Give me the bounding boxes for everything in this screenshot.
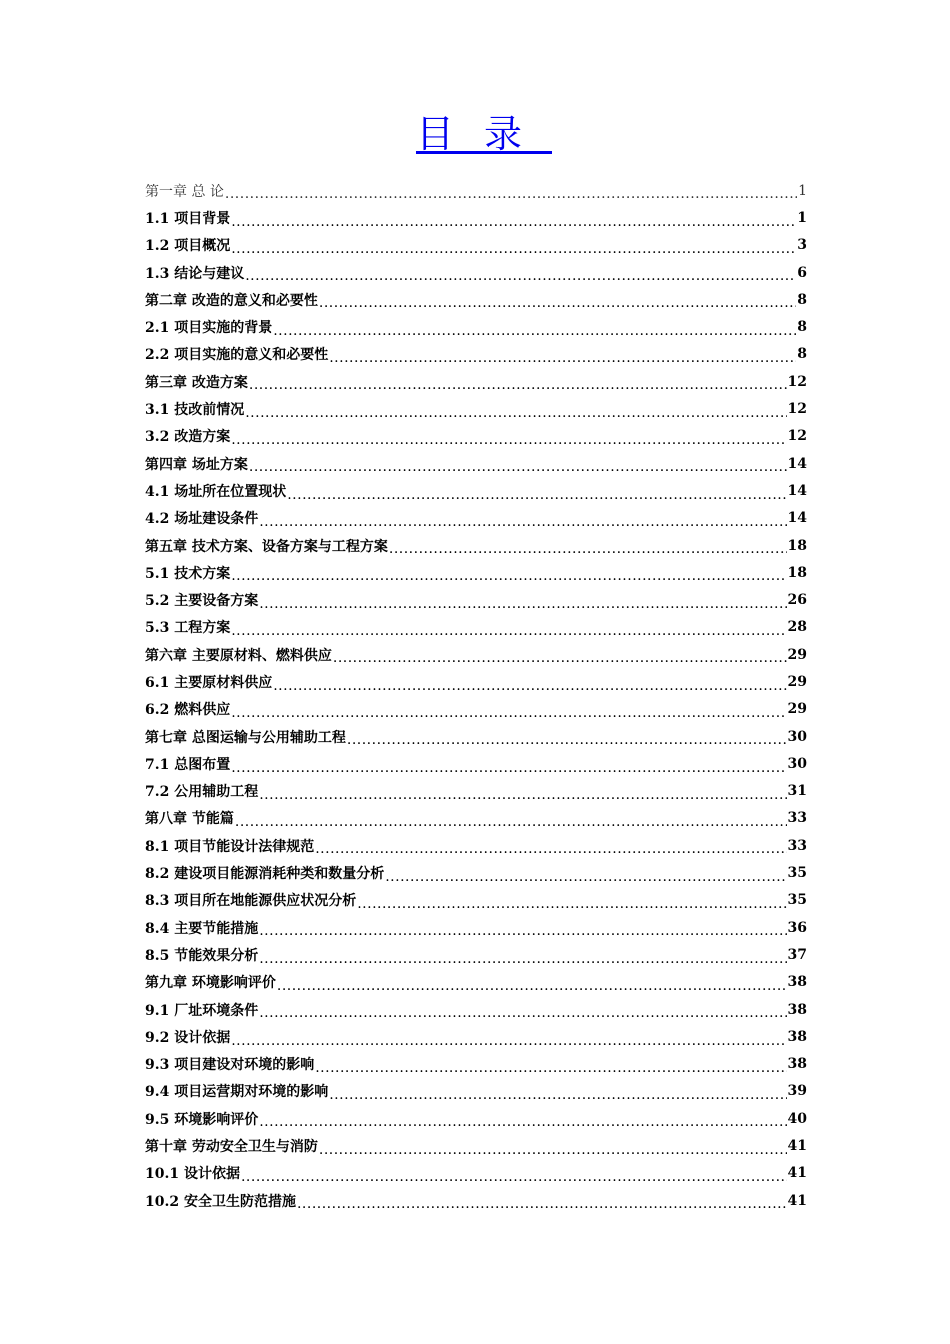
toc-entry[interactable] (145, 368, 807, 395)
toc-entry-page[interactable]: 1 (797, 209, 807, 226)
toc-dot-leader (319, 1142, 787, 1160)
toc-entry-label[interactable]: 5.2 主要设备方案 (145, 593, 259, 610)
toc-entry-label[interactable]: 2.1 项目实施的背景 (145, 320, 273, 337)
toc-dot-leader (231, 705, 786, 723)
toc-entry-page[interactable]: 33 (787, 837, 807, 854)
toc-dot-leader (231, 623, 786, 641)
toc-entry-label[interactable]: 9.3 项目建设对环境的影响 (145, 1057, 315, 1074)
toc-dot-leader (259, 514, 786, 532)
toc-dot-leader (259, 923, 786, 941)
toc-entry[interactable] (145, 505, 807, 532)
toc-dot-leader (259, 787, 786, 805)
toc-entry-label[interactable]: 第十章 劳动安全卫生与消防 (145, 1139, 318, 1156)
toc-dot-leader (297, 1196, 787, 1214)
toc-entry[interactable] (145, 832, 807, 859)
toc-entry[interactable] (145, 941, 807, 968)
toc-entry-label[interactable]: 7.2 公用辅助工程 (145, 784, 259, 801)
toc-dot-leader (249, 459, 787, 477)
toc-entry-page[interactable]: 6 (797, 264, 807, 281)
toc-dot-leader (231, 568, 786, 586)
toc-entry-page[interactable]: 36 (787, 919, 807, 936)
toc-entry[interactable] (145, 668, 807, 695)
toc-dot-leader (259, 1114, 786, 1132)
toc-title[interactable] (0, 108, 950, 160)
toc-dot-leader (225, 186, 797, 204)
toc-dot-leader (277, 978, 787, 996)
toc-dot-leader (259, 596, 786, 614)
toc-dot-leader (249, 377, 787, 395)
toc-entry-page[interactable]: 18 (787, 537, 807, 554)
toc-dot-leader (241, 1169, 787, 1187)
toc-entry-page[interactable]: 30 (787, 755, 807, 772)
toc-entry-page[interactable]: 33 (787, 810, 807, 827)
toc-entry-page[interactable]: 14 (787, 455, 807, 472)
toc-entry[interactable] (145, 204, 807, 231)
toc-entry-page[interactable]: 38 (787, 1028, 807, 1045)
toc-entry-label[interactable]: 6.2 燃料供应 (145, 702, 231, 719)
toc-dot-leader (385, 869, 786, 887)
toc-entry-label[interactable]: 10.1 设计依据 (145, 1166, 240, 1183)
toc-entry-label[interactable]: 第九章 环境影响评价 (145, 975, 276, 992)
toc-entry[interactable] (145, 423, 807, 450)
toc-dot-leader (273, 678, 786, 696)
toc-entry-label[interactable]: 9.5 环境影响评价 (145, 1111, 259, 1128)
toc-entry[interactable] (145, 450, 807, 477)
toc-entry-page[interactable]: 8 (797, 346, 807, 363)
toc-dot-leader (315, 841, 786, 859)
toc-entry[interactable] (145, 1132, 807, 1159)
toc-dot-leader (329, 350, 796, 368)
toc-dot-leader (347, 732, 787, 750)
toc-dot-leader (259, 1005, 786, 1023)
toc-entry-page[interactable]: 35 (787, 892, 807, 909)
toc-entry-page[interactable]: 39 (787, 1083, 807, 1100)
toc-entry-label[interactable]: 第六章 主要原材料、燃料供应 (145, 647, 332, 664)
toc-entry-page[interactable]: 14 (787, 510, 807, 527)
toc-entry-page[interactable]: 35 (787, 865, 807, 882)
toc-entry-label[interactable]: 8.3 项目所在地能源供应状况分析 (145, 893, 357, 910)
toc-entry-page[interactable]: 41 (787, 1192, 807, 1209)
toc-entry[interactable] (145, 395, 807, 422)
toc-entry[interactable] (145, 1105, 807, 1132)
toc-dot-leader (231, 760, 786, 778)
toc-entry-page[interactable]: 12 (787, 373, 807, 390)
toc-entry-label[interactable]: 3.2 改造方案 (145, 429, 231, 446)
toc-entry-label[interactable]: 第八章 节能篇 (145, 811, 234, 828)
toc-entry-page[interactable]: 1 (798, 182, 807, 199)
toc-entry[interactable] (145, 996, 807, 1023)
toc-entry[interactable] (145, 750, 807, 777)
toc-entry[interactable] (145, 1187, 807, 1214)
toc-entry-page[interactable]: 8 (797, 319, 807, 336)
toc-entry-label[interactable]: 6.1 主要原材料供应 (145, 674, 273, 691)
toc-entry-page[interactable]: 12 (787, 401, 807, 418)
toc-entry-page[interactable]: 41 (787, 1165, 807, 1182)
toc-entry[interactable] (145, 1078, 807, 1105)
toc-entry-page[interactable]: 37 (787, 946, 807, 963)
toc-dot-leader (287, 487, 786, 505)
toc-dot-leader (235, 814, 787, 832)
toc-entry[interactable] (145, 859, 807, 886)
toc-entry-page[interactable]: 18 (787, 564, 807, 581)
toc-entry[interactable] (145, 778, 807, 805)
toc-entry[interactable] (145, 969, 807, 996)
toc-entry[interactable] (145, 559, 807, 586)
toc-entry-label[interactable]: 第三章 改造方案 (145, 374, 248, 391)
toc-entry-label[interactable]: 第五章 技术方案、设备方案与工程方案 (145, 538, 388, 555)
toc-entry-page[interactable]: 38 (787, 1056, 807, 1073)
toc-dot-leader (245, 268, 796, 286)
toc-entry-page[interactable]: 41 (787, 1138, 807, 1155)
toc-entry-page[interactable]: 38 (787, 1001, 807, 1018)
toc-entry-page[interactable]: 12 (787, 428, 807, 445)
toc-entry-label[interactable]: 3.1 技改前情况 (145, 402, 245, 419)
toc-dot-leader (329, 1087, 786, 1105)
toc-entry-label[interactable]: 8.1 项目节能设计法律规范 (145, 838, 315, 855)
toc-entry[interactable] (145, 696, 807, 723)
toc-entry-label[interactable]: 1.1 项目背景 (145, 210, 231, 227)
toc-entry-label[interactable]: 第二章 改造的意义和必要性 (145, 292, 318, 309)
toc-dot-leader (231, 432, 786, 450)
toc-entry-label[interactable]: 7.1 总图布置 (145, 756, 231, 773)
toc-entry-label[interactable]: 8.2 建设项目能源消耗种类和数量分析 (145, 866, 385, 883)
toc-dot-leader (333, 650, 787, 668)
toc-entry-label[interactable]: 第一章 总 论 (145, 183, 224, 200)
toc-entry[interactable] (145, 259, 807, 286)
toc-entry-label[interactable]: 8.4 主要节能措施 (145, 920, 259, 937)
toc-entry-label[interactable]: 5.1 技术方案 (145, 565, 231, 582)
toc-entry-label[interactable]: 1.2 项目概况 (145, 238, 231, 255)
toc-dot-leader (259, 951, 786, 969)
toc-title-text[interactable]: 目录 (415, 112, 552, 156)
toc-entry-label[interactable]: 8.5 节能效果分析 (145, 947, 259, 964)
toc-entry-label[interactable]: 9.2 设计依据 (145, 1029, 231, 1046)
toc-entry[interactable] (145, 477, 807, 504)
toc-entry-page[interactable]: 14 (787, 482, 807, 499)
toc-entry-page[interactable]: 29 (787, 673, 807, 690)
toc-entry[interactable] (145, 723, 807, 750)
toc-entry-page[interactable]: 3 (797, 237, 807, 254)
toc-entry[interactable] (145, 1160, 807, 1187)
toc-entry-page[interactable]: 29 (787, 646, 807, 663)
toc-entry[interactable] (145, 532, 807, 559)
toc-dot-leader (315, 1060, 786, 1078)
toc-dot-leader (389, 541, 787, 559)
toc-dot-leader (245, 405, 786, 423)
toc-entry[interactable] (145, 805, 807, 832)
toc-entry[interactable] (145, 914, 807, 941)
toc-entry-page[interactable]: 28 (787, 619, 807, 636)
toc-entry[interactable] (145, 641, 807, 668)
toc-entry[interactable] (145, 887, 807, 914)
toc-entry[interactable] (145, 586, 807, 613)
toc-dot-leader (231, 214, 796, 232)
toc-entry-label[interactable]: 4.2 场址建设条件 (145, 511, 259, 528)
toc-entry-page[interactable]: 38 (787, 974, 807, 991)
toc-entry[interactable] (145, 1023, 807, 1050)
toc-entry-label[interactable]: 第七章 总图运输与公用辅助工程 (145, 729, 346, 746)
toc-dot-leader (231, 241, 796, 259)
toc-entry-page[interactable]: 31 (787, 783, 807, 800)
toc-entry[interactable] (145, 341, 807, 368)
toc-dot-leader (231, 1033, 786, 1051)
toc-entry-page[interactable]: 8 (797, 291, 807, 308)
toc-entry[interactable] (145, 286, 807, 313)
toc-entry-page[interactable]: 26 (787, 592, 807, 609)
toc-entry-label[interactable]: 9.1 厂址环境条件 (145, 1002, 259, 1019)
toc-entry-label[interactable]: 1.3 结论与建议 (145, 265, 245, 282)
toc-dot-leader (357, 896, 786, 914)
toc-entry-page[interactable]: 29 (787, 701, 807, 718)
toc-entry-label[interactable]: 10.2 安全卫生防范措施 (145, 1193, 296, 1210)
toc-entry-label[interactable]: 4.1 场址所在位置现状 (145, 483, 287, 500)
toc-entry-label[interactable]: 5.3 工程方案 (145, 620, 231, 637)
toc-entry-page[interactable]: 30 (787, 728, 807, 745)
toc-entry-page[interactable]: 40 (787, 1110, 807, 1127)
toc-entry[interactable] (145, 232, 807, 259)
toc-dot-leader (273, 323, 796, 341)
toc-entry[interactable] (145, 313, 807, 340)
toc-entry-label[interactable]: 9.4 项目运营期对环境的影响 (145, 1084, 329, 1101)
table-of-contents (145, 177, 807, 1214)
toc-entry[interactable] (145, 614, 807, 641)
toc-entry[interactable] (145, 177, 807, 204)
toc-entry-label[interactable]: 第四章 场址方案 (145, 456, 248, 473)
toc-dot-leader (319, 295, 796, 313)
toc-entry[interactable] (145, 1051, 807, 1078)
toc-entry-label[interactable]: 2.2 项目实施的意义和必要性 (145, 347, 329, 364)
